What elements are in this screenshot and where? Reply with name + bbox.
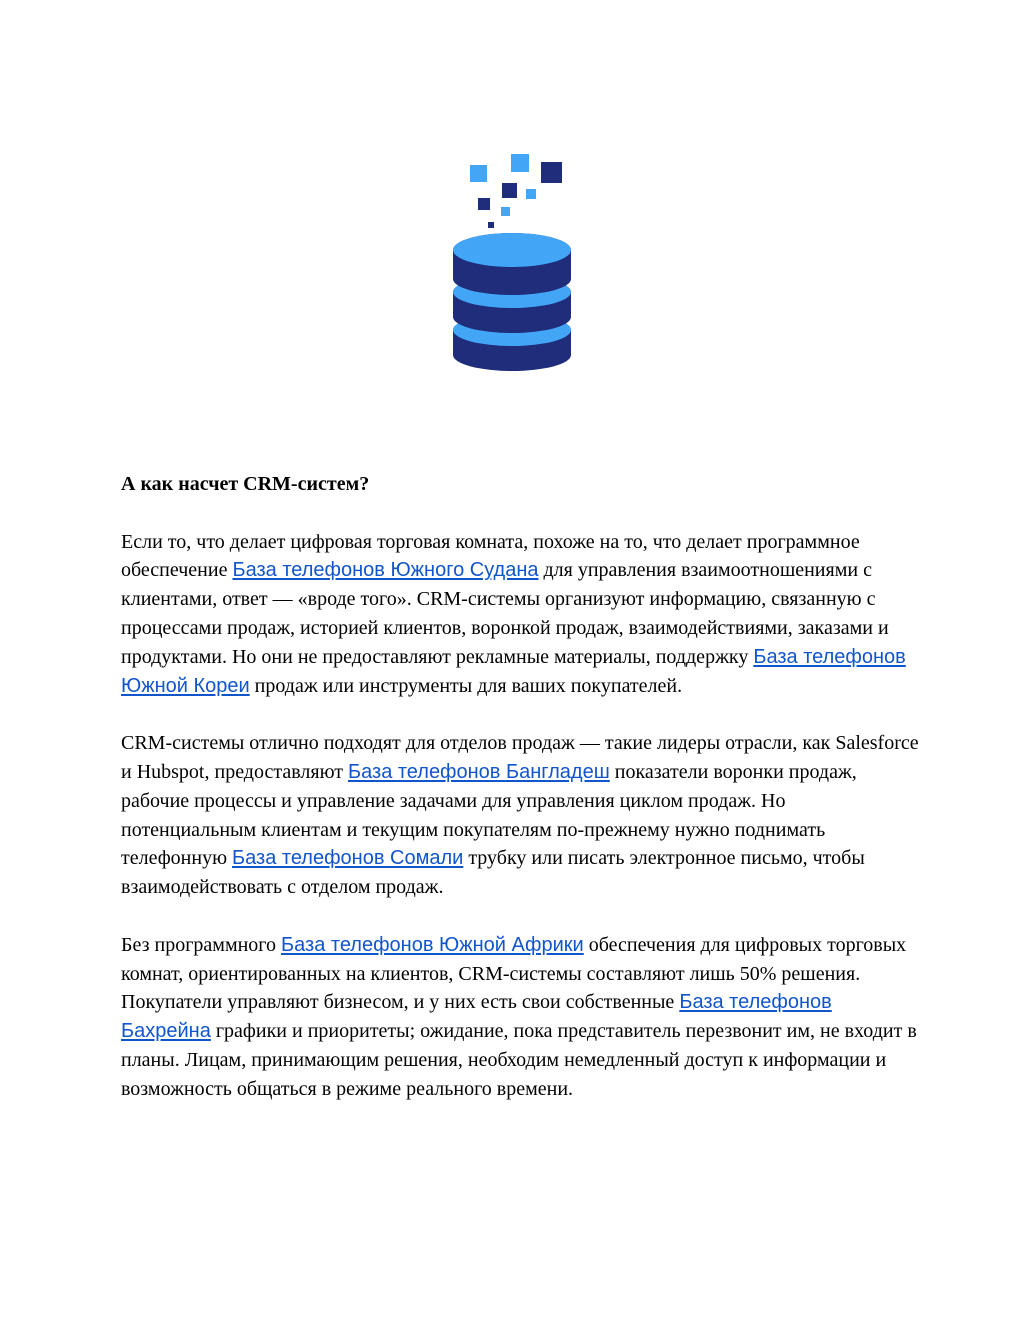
paragraph	[121, 931, 921, 1104]
paragraph-text: показатели воронки продаж, рабочие процессы и управление задачами для управления циклом продаж. Но потенциальным клиентам и текущим покупателям по-прежнему нужно поднимать телефонную	[121, 760, 857, 870]
inline-link[interactable]: База телефонов Южной Африки	[281, 933, 584, 956]
article-body	[121, 470, 921, 1132]
database-disc-top	[453, 233, 571, 267]
data-square	[470, 165, 487, 182]
data-square	[501, 207, 510, 216]
paragraph-text: обеспечения для цифровых торговых комнат, ориентированных на клиентов, CRM-системы составляют лишь 50% решения. Покупатели управляют бизнесом, и у них есть свои собственные	[121, 933, 907, 1014]
logo	[440, 148, 585, 383]
paragraph-text: CRM-системы отлично подходят для отделов продаж — такие лидеры отрасли, как Salesforce и Hubspot, предоставляют	[121, 732, 919, 783]
database-icon	[440, 148, 585, 383]
data-square	[511, 154, 529, 172]
data-square	[502, 183, 517, 198]
inline-link[interactable]: База телефонов Бангладеш	[348, 760, 610, 783]
paragraph	[121, 528, 921, 701]
inline-link[interactable]: База телефонов Южного Судана	[232, 559, 539, 582]
data-square	[488, 222, 494, 228]
paragraph	[121, 729, 921, 902]
paragraph-text: трубку или писать электронное письмо, чтобы взаимодействовать с отделом продаж.	[121, 847, 865, 899]
data-square	[478, 198, 490, 210]
inline-link[interactable]: База телефонов Южной Кореи	[121, 645, 906, 697]
inline-link[interactable]: База телефонов Бахрейна	[121, 991, 832, 1043]
paragraph-text: Если то, что делает цифровая торговая комната, похоже на то, что делает программное обеспечение	[121, 530, 860, 582]
article-heading: А как насчет CRM-систем?	[121, 473, 370, 495]
paragraph-text: Без программного	[121, 933, 282, 956]
inline-link[interactable]: База телефонов Сомали	[232, 847, 464, 870]
paragraph-text: для управления взаимоотношениями с клиентами, ответ — «вроде того». CRM-системы организуют информацию, связанную с процессами продаж, историей клиентов, воронкой продаж, взаимодействиями, заказами и продуктами. Но они не предоставляют рекламные материалы, поддержку	[121, 559, 889, 668]
paragraph-text: продаж или инструменты для ваших покупателей.	[249, 674, 683, 697]
data-square	[526, 189, 536, 199]
data-square	[541, 162, 562, 183]
paragraph-text: графики и приоритеты; ожидание, пока представитель перезвонит им, не входит в планы. Лицам, принимающим решения, необходим немедленный доступ к информации и возможность общаться в режиме реального времени.	[121, 1020, 917, 1100]
article-paragraphs	[121, 528, 921, 1104]
